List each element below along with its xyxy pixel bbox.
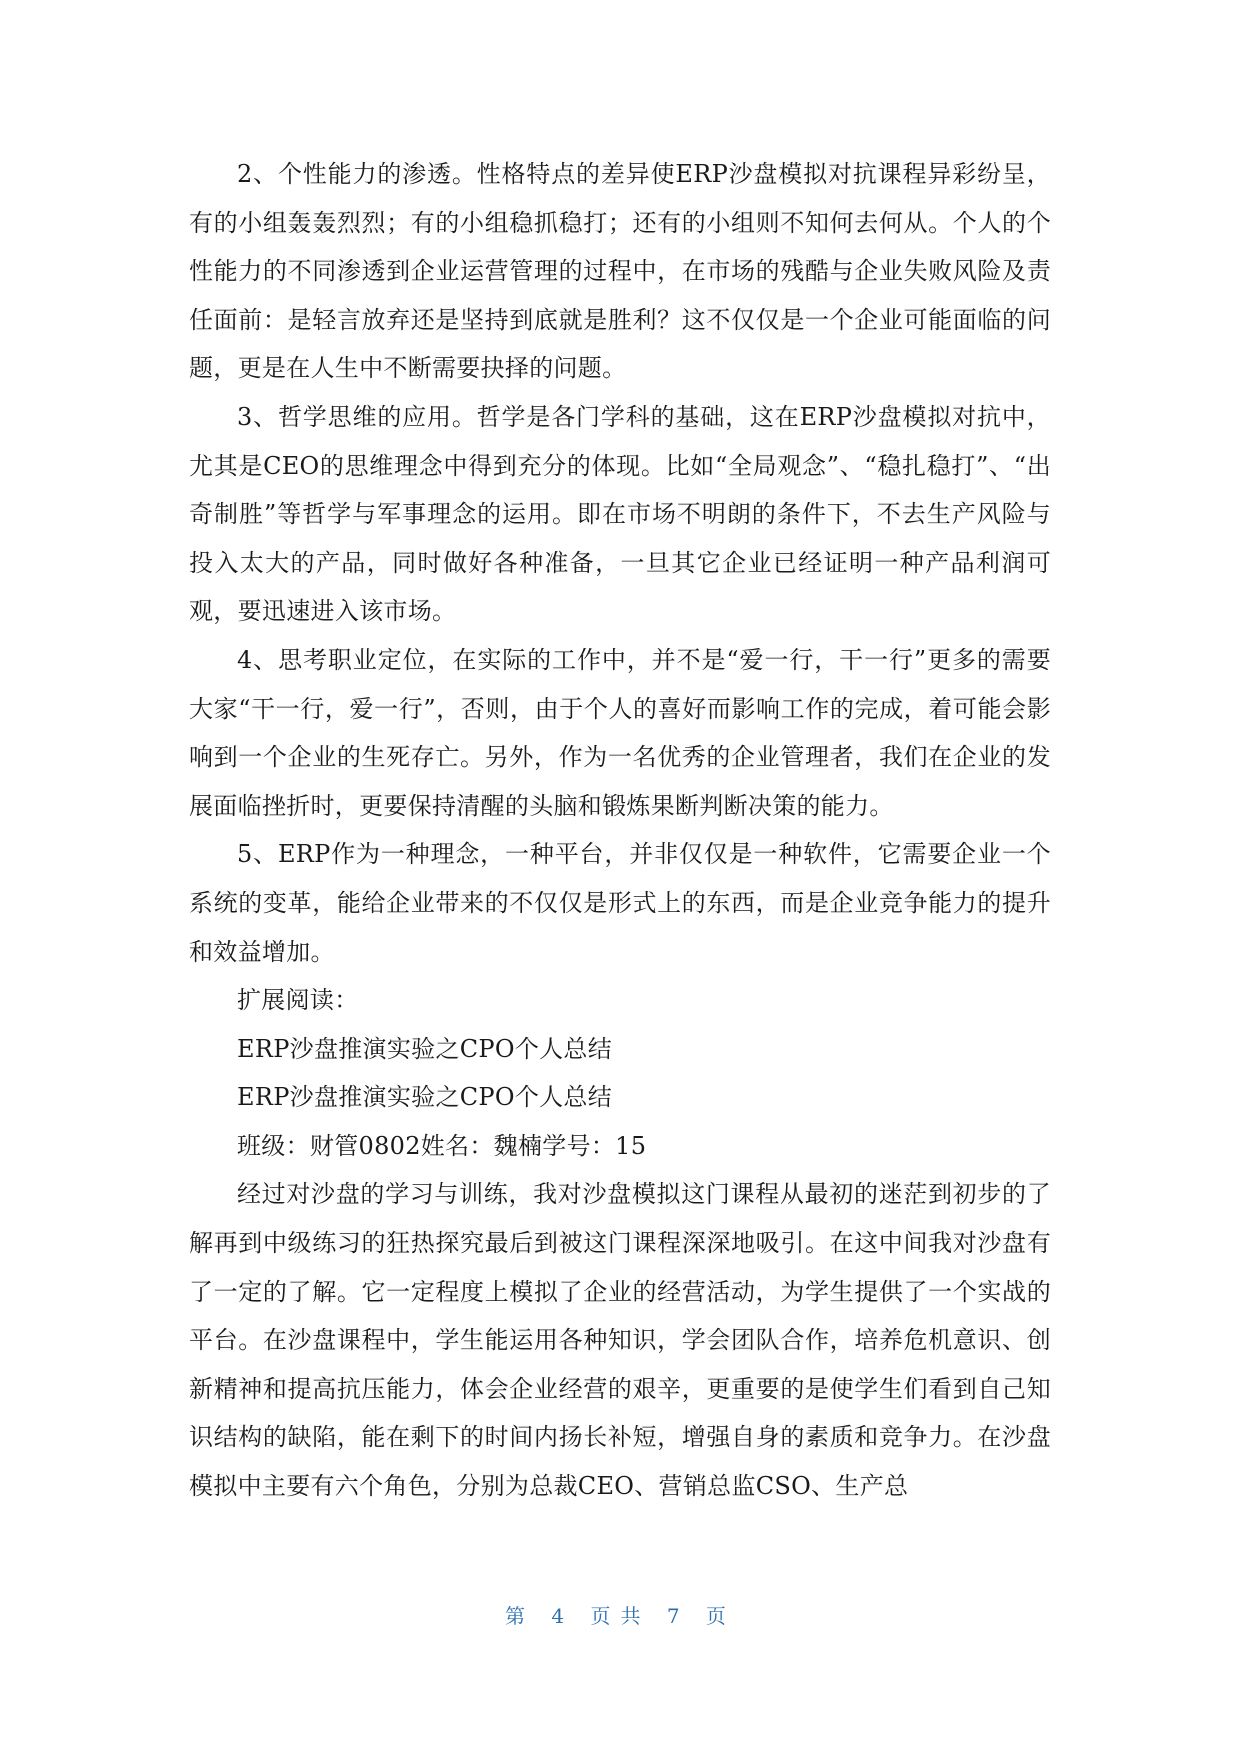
paragraph-4-career: 4、思考职业定位，在实际的工作中，并不是“爱一行，干一行”更多的需要大家“干一行，爱一行”，否则，由于个人的喜好而影响工作的完成，着可能会影响到一个企业的生死存亡。另外，作为一名优秀的企业管理者，我们在企业的发展面临挫折时，更要保持清醒的头脑和锻炼果断判断决策的能力。 (189, 645, 1051, 820)
summary-paragraph: 经过对沙盘的学习与训练，我对沙盘模拟这门课程从最初的迷茫到初步的了解再到中级练习的狂热探究最后到被这门课程深深地吸引。在这中间我对沙盘有了一定的了解。它一定程度上模拟了企业的经营活动，为学生提供了一个实战的平台。在沙盘课程中，学生能运用各种知识，学会团队合作，培养危机意识、创新精神和提高抗压能力，体会企业经营的艰辛，更重要的是使学生们看到自己知识结构的缺陷，能在剩下的时间内扬长补短，增强自身的素质和竞争力。在沙盘模拟中主要有六个角色，分别为总裁CEO、营销总监CSO、生产总 (189, 1180, 1051, 1501)
article-title: ERP沙盘推演实验之CPO个人总结 (237, 1034, 613, 1063)
page-number-footer: 第 4 页共 7 页 (505, 1604, 736, 1628)
student-info: 班级：财管0802姓名：魏楠学号：15 (237, 1131, 647, 1160)
extended-reading-label: 扩展阅读： (237, 986, 359, 1015)
document-body (189, 150, 1051, 1511)
paragraph-5-erp-concept: 5、ERP作为一种理念，一种平台，并非仅仅是一种软件，它需要企业一个系统的变革，能给企业带来的不仅仅是形式上的东西，而是企业竞争能力的提升和效益增加。 (189, 840, 1051, 966)
article-subtitle: ERP沙盘推演实验之CPO个人总结 (237, 1083, 613, 1112)
paragraph-2-personality: 2、个性能力的渗透。性格特点的差异使ERP沙盘模拟对抗课程异彩纷呈，有的小组轰轰烈烈；有的小组稳抓稳打；还有的小组则不知何去何从。个人的个性能力的不同渗透到企业运营管理的过程中，在市场的残酷与企业失败风险及责任面前：是轻言放弃还是坚持到底就是胜利？这不仅仅是一个企业可能面临的问题，更是在人生中不断需要抉择的问题。 (189, 160, 1051, 383)
paragraph-3-philosophy: 3、哲学思维的应用。哲学是各门学科的基础，这在ERP沙盘模拟对抗中，尤其是CEO的思维理念中得到充分的体现。比如“全局观念”、“稳扎稳打”、“出奇制胜”等哲学与军事理念的运用。即在市场不明朗的条件下，不去生产风险与投入太大的产品，同时做好各种准备，一旦其它企业已经证明一种产品利润可观，要迅速进入该市场。 (189, 402, 1051, 626)
